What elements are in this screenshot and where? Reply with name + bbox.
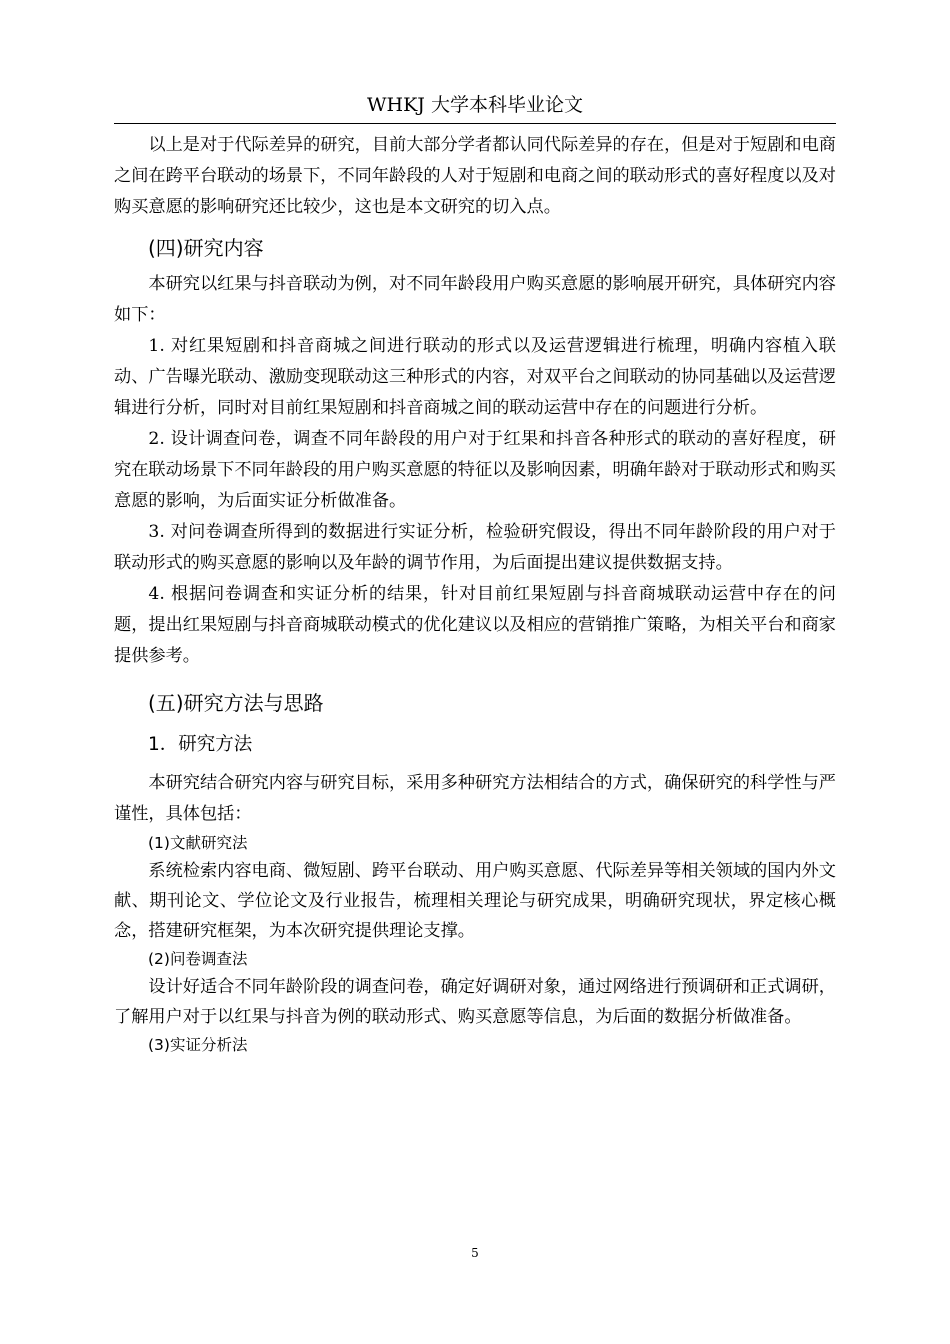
page-number: 5 [471, 1246, 479, 1260]
method-text-questionnaire-survey: 设计好适合不同年龄阶段的调查问卷，确定好调研对象，通过网络进行预调研和正式调研，了解用户对于以红果与抖音为例的联动形式、购买意愿等信息，为后面的数据分析做准备。 [114, 977, 836, 1027]
subsection-heading-research-methods: 1．研究方法 [148, 734, 253, 755]
method-heading-questionnaire-survey: (2)问卷调查法 [148, 950, 248, 968]
intro-paragraph: 以上是对于代际差异的研究，目前大部分学者都认同代际差异的存在，但是对于短剧和电商之间在跨平台联动的场景下，不同年龄段的人对于短剧和电商之间的联动形式的喜好程度以及对购买意愿的影响研究还比较少，这也是本文研究的切入点。 [114, 135, 836, 217]
research-content-item-4: 4. 根据问卷调查和实证分析的结果，针对目前红果短剧与抖音商城联动运营中存在的问题，提出红果短剧与抖音商城联动模式的优化建议以及相应的营销推广策略，为相关平台和商家提供参考。 [114, 584, 836, 666]
research-content-lead: 本研究以红果与抖音联动为例，对不同年龄段用户购买意愿的影响展开研究，具体研究内容如下： [114, 274, 836, 325]
research-content-item-1: 1. 对红果短剧和抖音商城之间进行联动的形式以及运营逻辑进行梳理，明确内容植入联动、广告曝光联动、激励变现联动这三种形式的内容，对双平台之间联动的协同基础以及运营逻辑进行分析，同时对目前红果短剧和抖音商城之间的联动运营中存在的问题进行分析。 [114, 336, 836, 418]
header-rule [114, 123, 836, 124]
research-methods-lead: 本研究结合研究内容与研究目标，采用多种研究方法相结合的方式，确保研究的科学性与严谨性，具体包括： [114, 773, 836, 824]
section-heading-research-content: (四)研究内容 [148, 236, 264, 260]
page-content [114, 130, 836, 1058]
section-heading-methods-and-approach: (五)研究方法与思路 [148, 691, 324, 715]
page-header-title: WHKJ 大学本科毕业论文 [367, 94, 583, 116]
method-heading-literature-review: (1)文献研究法 [148, 834, 248, 852]
method-heading-empirical-analysis: (3)实证分析法 [148, 1036, 248, 1054]
method-text-literature-review: 系统检索内容电商、微短剧、跨平台联动、用户购买意愿、代际差异等相关领域的国内外文献、期刊论文、学位论文及行业报告，梳理相关理论与研究成果，明确研究现状，界定核心概念，搭建研究框架，为本次研究提供理论支撑。 [114, 861, 836, 941]
research-content-item-3: 3. 对问卷调查所得到的数据进行实证分析，检验研究假设，得出不同年龄阶段的用户对于联动形式的购买意愿的影响以及年龄的调节作用，为后面提出建议提供数据支持。 [114, 522, 836, 573]
research-content-item-2: 2. 设计调查问卷，调查不同年龄段的用户对于红果和抖音各种形式的联动的喜好程度，研究在联动场景下不同年龄段的用户购买意愿的特征以及影响因素，明确年龄对于联动形式和购买意愿的影响，为后面实证分析做准备。 [114, 429, 836, 511]
